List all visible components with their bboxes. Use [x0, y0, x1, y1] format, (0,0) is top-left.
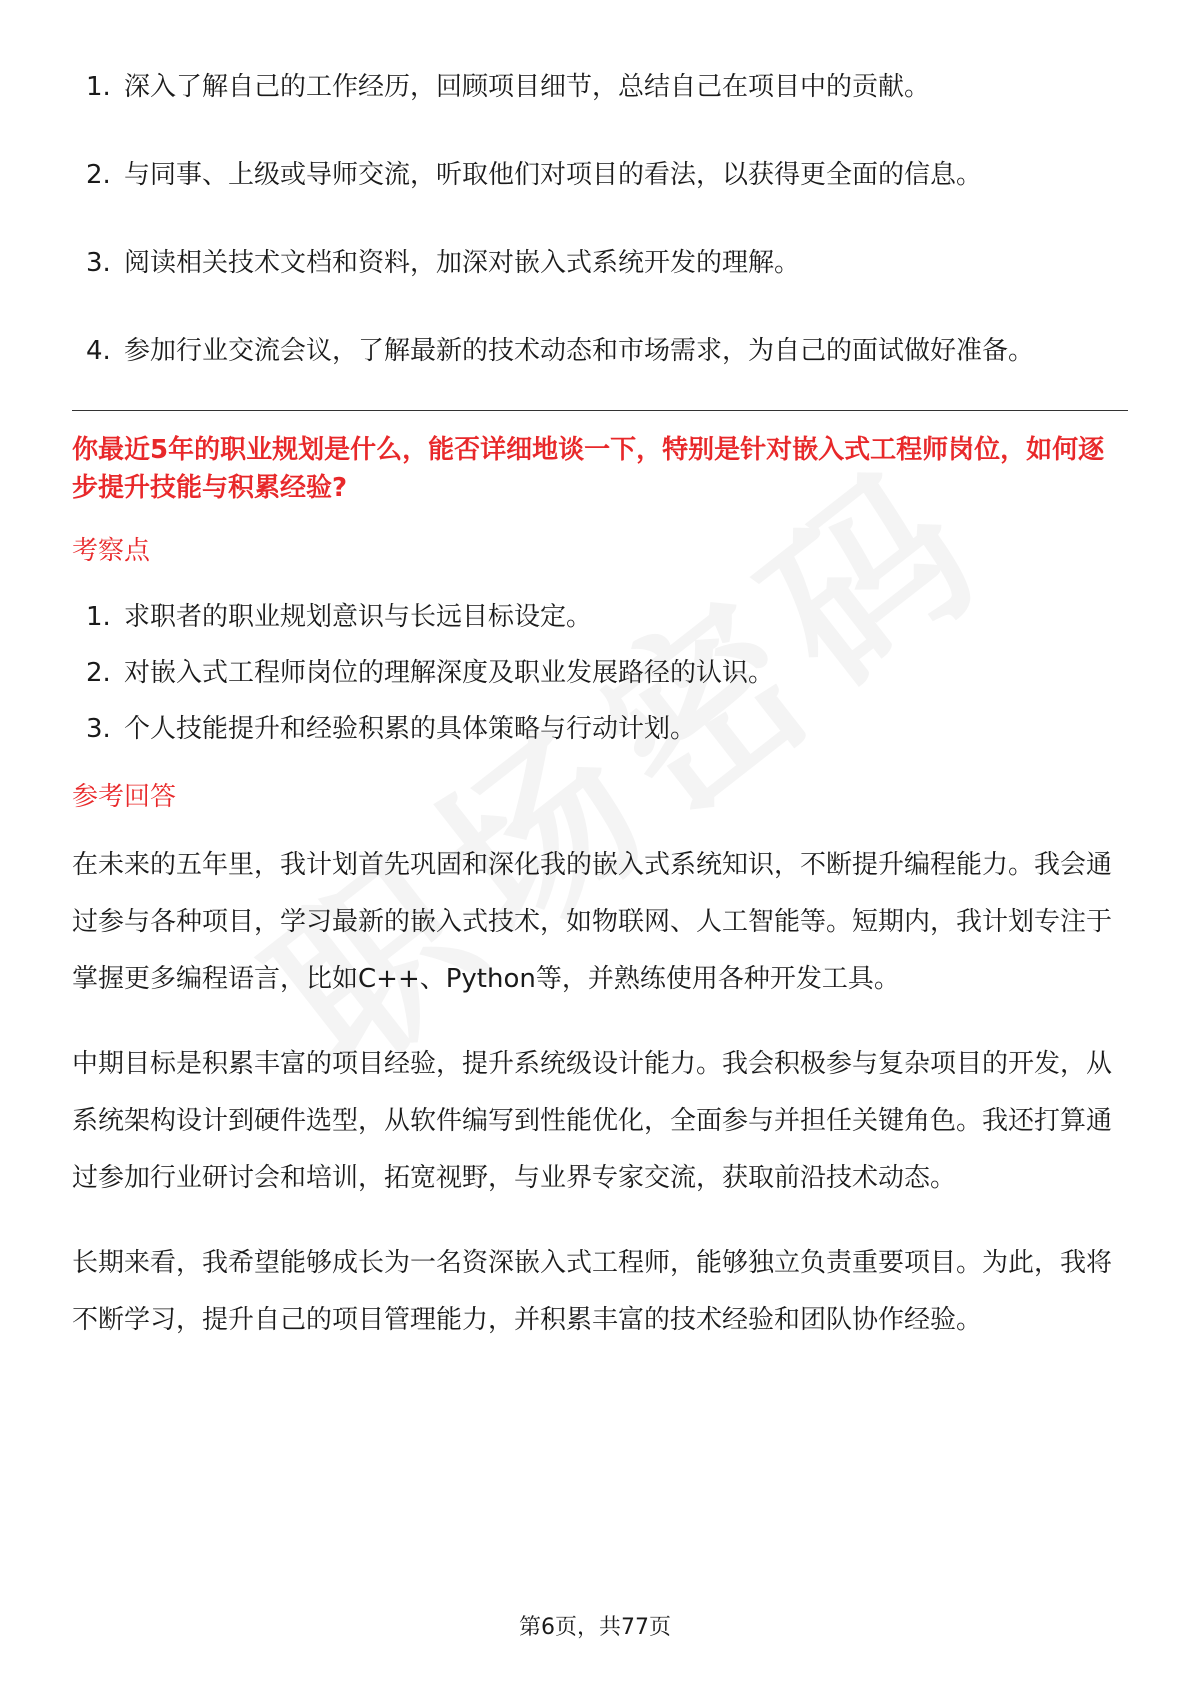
list-item-text: 求职者的职业规划意识与长远目标设定。	[124, 602, 593, 632]
answer-paragraph: 在未来的五年里，我计划首先巩固和深化我的嵌入式系统知识，不断提升编程能力。我会通过参与各种项目，学习最新的嵌入式技术，如物联网、人工智能等。短期内，我计划专注于掌握更多编程语言，比如C++、Python等，并熟练使用各种开发工具。	[72, 850, 1113, 994]
list-item	[72, 58, 1128, 116]
list-item	[72, 645, 1128, 701]
list-item	[72, 322, 1128, 380]
list-item	[72, 701, 1128, 757]
interview-question: 你最近5年的职业规划是什么，能否详细地谈一下，特别是针对嵌入式工程师岗位，如何逐步提升技能与积累经验?	[72, 435, 1105, 503]
list-item-text: 对嵌入式工程师岗位的理解深度及职业发展路径的认识。	[124, 658, 775, 688]
evaluation-points-list	[72, 589, 1128, 757]
list-item	[72, 146, 1128, 204]
list-number: 1.	[86, 602, 111, 632]
list-item	[72, 589, 1128, 645]
list-item-text: 参加行业交流会议，了解最新的技术动态和市场需求，为自己的面试做好准备。	[124, 336, 1035, 366]
document-page	[72, 0, 1128, 1349]
list-item-text: 阅读相关技术文档和资料，加深对嵌入式系统开发的理解。	[124, 248, 801, 278]
list-item-text: 深入了解自己的工作经历，回顾项目细节，总结自己在项目中的贡献。	[124, 72, 931, 102]
list-number: 2.	[86, 160, 111, 190]
points-heading: 考察点	[72, 536, 151, 566]
page-footer: 第6页，共77页	[519, 1615, 671, 1640]
list-item-text: 与同事、上级或导师交流，听取他们对项目的看法，以获得更全面的信息。	[124, 160, 983, 190]
list-item-text: 个人技能提升和经验积累的具体策略与行动计划。	[124, 714, 697, 744]
prep-steps-list	[72, 0, 1128, 380]
list-number: 4.	[86, 336, 111, 366]
answer-paragraph: 长期来看，我希望能够成长为一名资深嵌入式工程师，能够独立负责重要项目。为此，我将不断学习，提升自己的项目管理能力，并积累丰富的技术经验和团队协作经验。	[72, 1248, 1113, 1335]
list-number: 1.	[86, 72, 111, 102]
section-divider	[72, 410, 1128, 411]
list-number: 2.	[86, 658, 111, 688]
list-item	[72, 234, 1128, 292]
answer-paragraph: 中期目标是积累丰富的项目经验，提升系统级设计能力。我会积极参与复杂项目的开发，从系统架构设计到硬件选型，从软件编写到性能优化，全面参与并担任关键角色。我还打算通过参加行业研讨会和培训，拓宽视野，与业界专家交流，获取前沿技术动态。	[72, 1049, 1113, 1193]
answer-heading: 参考回答	[72, 782, 177, 812]
list-number: 3.	[86, 248, 111, 278]
list-number: 3.	[86, 714, 111, 744]
